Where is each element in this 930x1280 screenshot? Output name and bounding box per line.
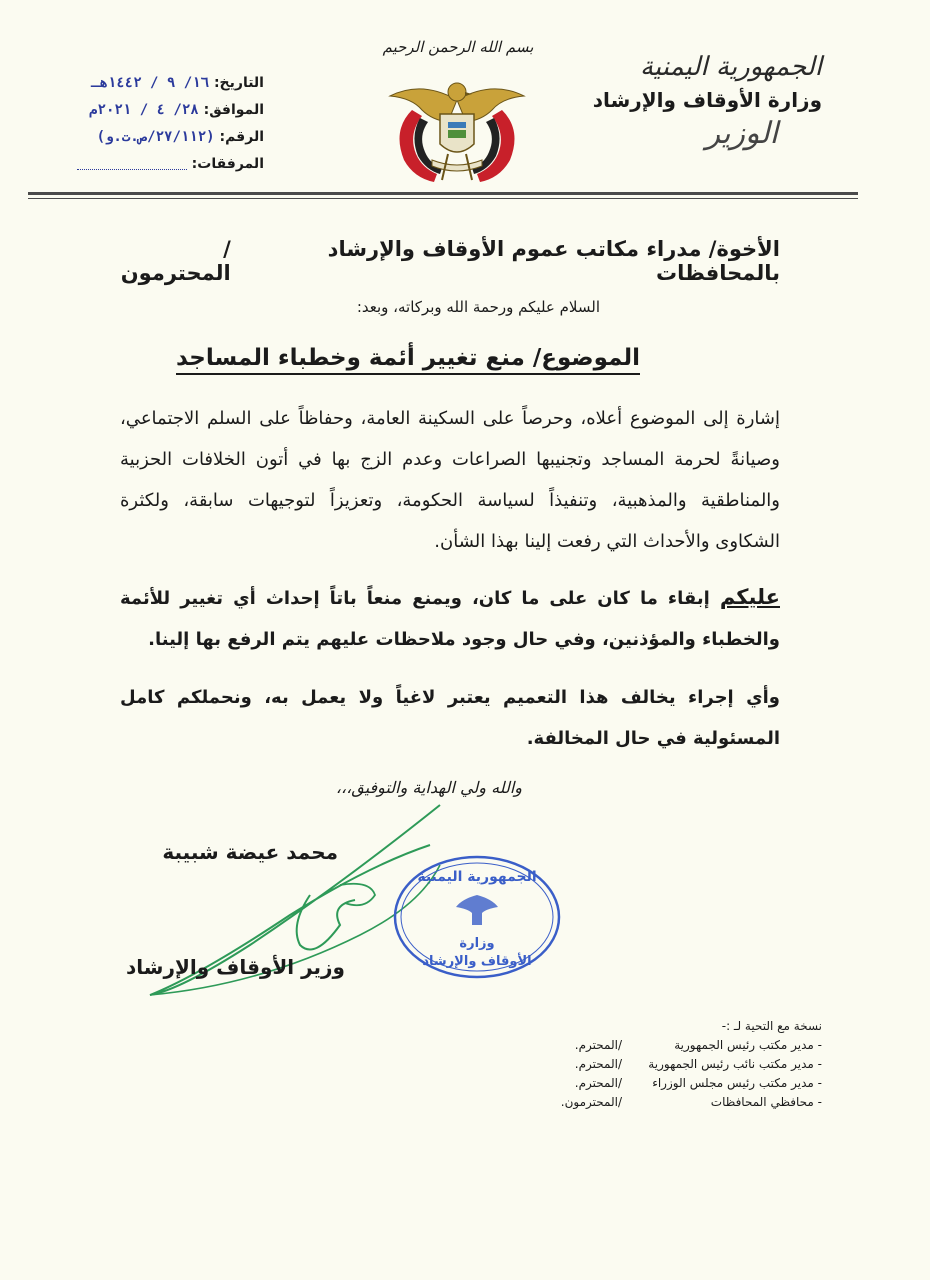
official-stamp [392, 855, 562, 980]
signer-title: وزير الأوقاف والإرشاد [126, 955, 345, 979]
copies-heading: نسخة مع التحية لـ :- [721, 1019, 822, 1033]
ref-label: الرقم: [219, 129, 264, 145]
copy-honorific: /المحترم. [574, 1038, 622, 1052]
header-divider [28, 192, 858, 195]
paragraph-1: إشارة إلى الموضوع أعلاه، وحرصاً على السكينة العامة، وحفاظاً على السلم الاجتماعي، وصيانةً لحرمة المساجد وتجنيبها الصراعات وعدم الزج بها في أتون الخلافات الحزبية والمناطقية والمذهبية، وتنفيذاً لسياسة الحكومة، وتعزيزاً لتوجيهات سابقة، ولكثرة الشكاوى والأحداث التي رفعت إلينا بهذا الشأن. [120, 408, 780, 552]
copy-honorific: /المحترمون. [560, 1095, 622, 1109]
copy-honorific: /المحترم. [574, 1057, 622, 1071]
copy-recipient: - مدير مكتب نائب رئيس الجمهورية [648, 1057, 822, 1071]
paragraph-3: وأي إجراء يخالف هذا التعميم يعتبر لاغياً ولا يعمل به، ونحملكم كامل المسئولية في حال المخالفة. [120, 687, 780, 749]
copy-recipient: - محافظي المحافظات [710, 1095, 822, 1109]
ministry-name: وزارة الأوقاف والإرشاد [592, 88, 822, 112]
addressee-honorific: /المحترمون [120, 237, 231, 285]
ref-row [64, 124, 264, 151]
date-value: ١٦/ ٩ / ١٤٤٢هـ [91, 75, 210, 91]
header-divider-thin [28, 198, 858, 199]
attachments-line [77, 159, 187, 170]
copies-list [522, 1036, 822, 1112]
copy-honorific: /المحترم. [574, 1076, 622, 1090]
addressee-text: الأخوة/ مدراء مكاتب عموم الأوقاف والإرشاد بالمحافظات [327, 237, 780, 285]
list-item [522, 1093, 822, 1112]
eagle-emblem-icon [382, 70, 532, 190]
copy-recipient: - مدير مكتب رئيس مجلس الوزراء [652, 1076, 822, 1090]
corresponding-row [64, 97, 264, 124]
minister-title: الوزير [705, 116, 778, 151]
corresponding-value: ٢٨/ ٤ / ٢٠٢١م [89, 102, 199, 118]
greeting: السلام عليكم ورحمة الله وبركاته، وبعد: [356, 298, 600, 316]
addressee [120, 237, 780, 285]
attachments-row [64, 151, 264, 178]
stamp-bottom-text: الأوقاف والإرشاد [422, 954, 532, 969]
basmala: بسم الله الرحمن الرحيم [382, 38, 534, 56]
copy-recipient: - مدير مكتب رئيس الجمهورية [674, 1038, 822, 1052]
attachments-label: المرفقات: [191, 156, 264, 172]
signer-name: محمد عيضة شبيبة [162, 840, 338, 864]
paragraph-2-text: إبقاء ما كان على ما كان، ويمنع منعاً باتاً إحداث أي تغيير للأئمة والخطباء والمؤذنين، وفي حال وجود ملاحظات عليهم يتم الرفع بها إلينا. [120, 588, 780, 650]
letterhead [592, 52, 822, 151]
list-item [522, 1074, 822, 1093]
stamp-middle-text: وزارة [459, 936, 495, 951]
document-meta [64, 70, 264, 178]
list-item [522, 1036, 822, 1055]
ref-value: (٢٧/١١٢/ص.ت.و) [96, 129, 215, 145]
date-row [64, 70, 264, 97]
subject-line: الموضوع/ منع تغيير أئمة وخطباء المساجد [176, 345, 640, 375]
closing-line: والله ولي الهداية والتوفيق،،، [335, 778, 522, 797]
paragraph-2-lead: عليكم [719, 585, 780, 609]
list-item [522, 1055, 822, 1074]
date-label: التاريخ: [213, 75, 264, 91]
republic-name: الجمهورية اليمنية [639, 52, 822, 82]
stamp-top-text: الجمهورية اليمنية [417, 869, 537, 885]
corresponding-label: الموافق: [203, 102, 264, 118]
paragraph-2 [120, 577, 780, 660]
